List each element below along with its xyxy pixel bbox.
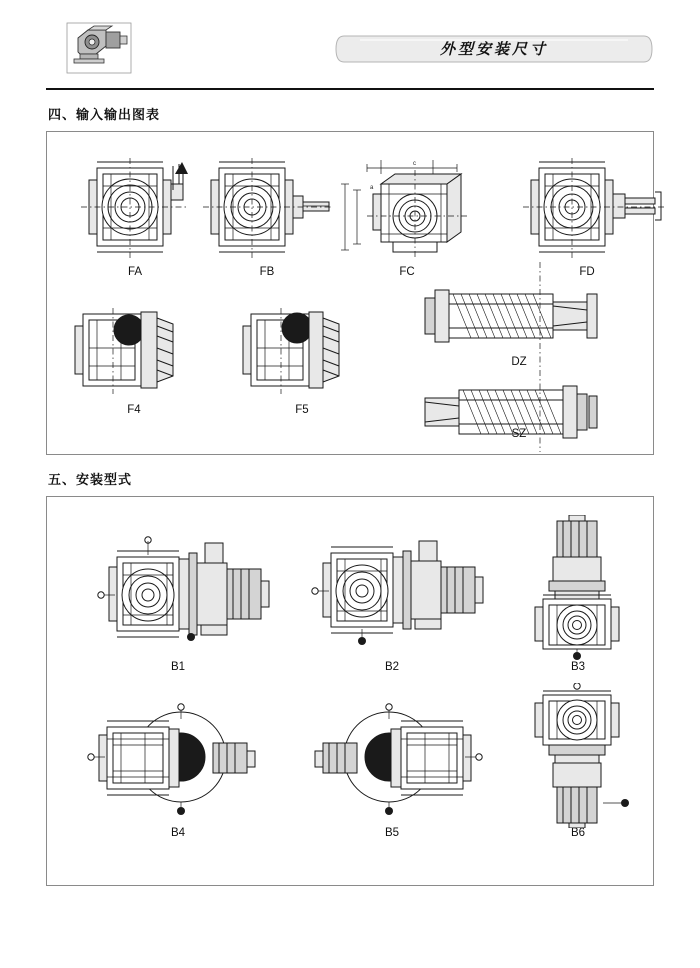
figure-label-f4: F4 (127, 404, 141, 416)
panel-mounting-types (46, 496, 654, 886)
banner-title: 外型安装尺寸 (439, 40, 548, 58)
figure-b2 (297, 533, 487, 653)
figure-b3 (513, 515, 643, 660)
figure-label-b6: B6 (570, 827, 586, 839)
figure-fd (517, 154, 667, 264)
figure-b4 (83, 699, 273, 819)
dz-sz-centerline (535, 262, 545, 452)
figure-b6 (513, 683, 643, 828)
figure-dz (419, 280, 619, 354)
page-header (46, 18, 654, 90)
figure-b5 (297, 699, 487, 819)
figure-b1 (83, 533, 273, 653)
figure-f4 (69, 302, 199, 398)
figure-label-fd: FD (579, 266, 595, 278)
section-heading-mounting: 五、安装型式 (48, 473, 133, 488)
figure-label-sz: SZ (511, 428, 527, 440)
figure-label-b5: B5 (384, 827, 400, 839)
gearbox-logo-icon (66, 22, 132, 74)
figure-fa (75, 154, 195, 264)
figure-label-b4: B4 (170, 827, 186, 839)
figure-label-fb: FB (259, 266, 275, 278)
figure-fb (197, 154, 337, 264)
figure-label-b3: B3 (570, 661, 586, 673)
figure-f5 (237, 302, 367, 398)
document-page (0, 18, 700, 968)
figure-label-dz: DZ (511, 356, 527, 368)
figure-label-f5: F5 (295, 404, 309, 416)
figure-label-fc: FC (399, 266, 415, 278)
header-divider (46, 88, 654, 90)
section-heading-io: 四、输入输出图表 (48, 108, 161, 123)
figure-label-b1: B1 (170, 661, 186, 673)
svg-text:c: c (413, 161, 416, 167)
figure-label-b2: B2 (384, 661, 400, 673)
svg-text:a: a (370, 185, 374, 191)
figure-label-fa: FA (127, 266, 143, 278)
panel-io-charts (46, 131, 654, 455)
figure-fc (337, 154, 497, 264)
